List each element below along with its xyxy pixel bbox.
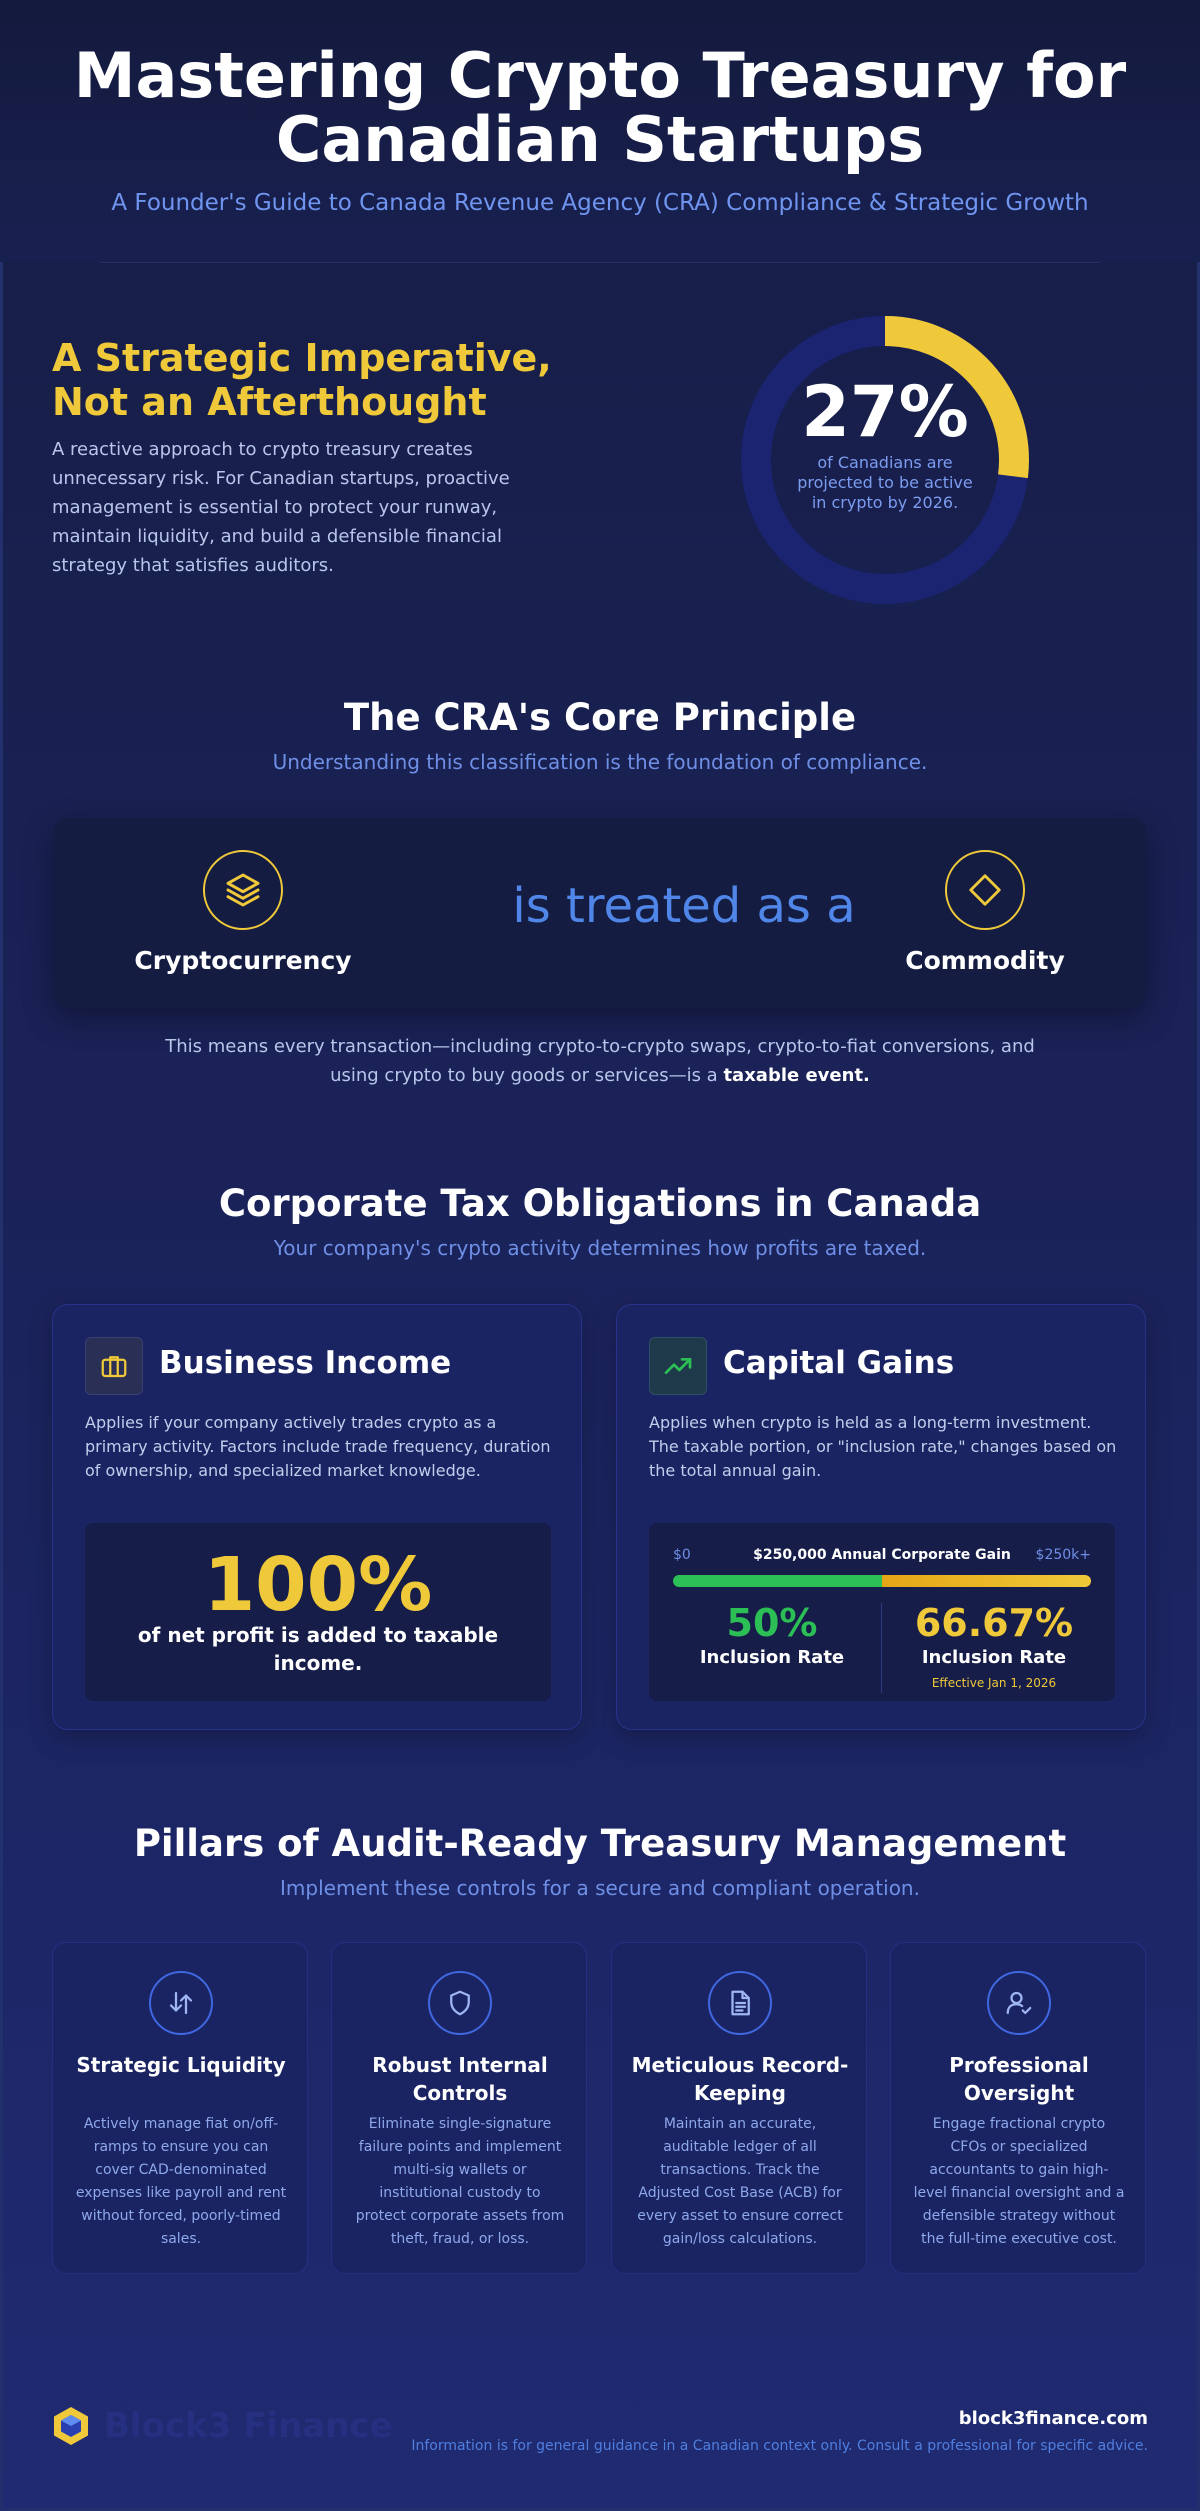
footer-brand: Block3 Finance bbox=[104, 2406, 393, 2446]
arrows-icon bbox=[149, 1971, 213, 2035]
pillar-record-keeping bbox=[611, 1942, 867, 2274]
bar-max-label: $250k+ bbox=[1035, 1547, 1091, 1563]
document-icon bbox=[708, 1971, 772, 2035]
bar-threshold-label: $250,000 Annual Corporate Gain bbox=[753, 1547, 1011, 1563]
intro-title: A Strategic Imperative, Not an Afterthought bbox=[52, 336, 552, 424]
taxable-event-emphasis: taxable event. bbox=[723, 1065, 870, 1086]
rate-above-threshold bbox=[889, 1601, 1099, 1690]
rate-50-value: 50% bbox=[726, 1601, 818, 1645]
tax-subtitle: Your company's crypto activity determines how profits are taxed. bbox=[273, 1236, 927, 1260]
business-income-title: Business Income bbox=[159, 1345, 452, 1381]
bar-min-label: $0 bbox=[673, 1547, 691, 1563]
stat-label: of Canadians are projected to be active in crypto by 2026. bbox=[797, 453, 973, 512]
pillars-subtitle: Implement these controls for a secure and compliant operation. bbox=[280, 1876, 920, 1900]
intro-body: A reactive approach to crypto treasury creates unnecessary risk. For Canadian startups, proactive management is essential to protect your runway, maintain liquidity, and build a defensible financial strategy that satisfies auditors. bbox=[52, 439, 510, 576]
pillar-professional-oversight bbox=[890, 1942, 1146, 2274]
capital-gains-card bbox=[616, 1304, 1146, 1730]
trending-up-icon bbox=[649, 1337, 707, 1395]
rate-divider bbox=[881, 1603, 882, 1693]
tax-title: Corporate Tax Obligations in Canada bbox=[218, 1182, 982, 1225]
pillar-title: Meticulous Record-Keeping bbox=[631, 2053, 849, 2105]
pillar-desc: Engage fractional crypto CFOs or specialized accountants to gain high-level financial oversight and a defensible strategy without the full-time executive cost. bbox=[913, 2116, 1125, 2247]
layers-icon bbox=[203, 850, 283, 930]
pillars-title: Pillars of Audit-Ready Treasury Management bbox=[133, 1822, 1067, 1865]
business-income-pct-label: of net profit is added to taxable income. bbox=[137, 1623, 499, 1675]
stat-value: 27% bbox=[801, 371, 969, 453]
page-subtitle: A Founder's Guide to Canada Revenue Agency (CRA) Compliance & Strategic Growth bbox=[111, 190, 1089, 216]
user-check-icon bbox=[987, 1971, 1051, 2035]
cra-connector-text: is treated as a bbox=[512, 878, 856, 934]
pillar-title: Strategic Liquidity bbox=[76, 2053, 286, 2077]
business-income-pct: 100% bbox=[203, 1542, 433, 1628]
rate-50-label: Inclusion Rate bbox=[699, 1647, 845, 1668]
term-cryptocurrency: Cryptocurrency bbox=[134, 946, 352, 975]
business-income-desc: Applies if your company actively trades crypto as a primary activity. Factors include trade frequency, duration of ownership, and specialized market knowledge. bbox=[85, 1413, 551, 1480]
donut-center bbox=[790, 371, 980, 513]
rate-6667-value: 66.67% bbox=[914, 1601, 1074, 1645]
rate-effective-date: Effective Jan 1, 2026 bbox=[931, 1676, 1057, 1690]
page-title: Mastering Crypto Treasury for Canadian Startups bbox=[73, 39, 1127, 176]
business-income-stat bbox=[85, 1523, 551, 1701]
shield-icon bbox=[428, 1971, 492, 2035]
business-income-card bbox=[52, 1304, 582, 1730]
inclusion-rate-bar bbox=[673, 1575, 1091, 1587]
rate-6667-label: Inclusion Rate bbox=[921, 1647, 1067, 1668]
inclusion-rate-panel bbox=[649, 1523, 1115, 1701]
hexagon-logo-icon bbox=[52, 2405, 90, 2447]
footer-website[interactable]: block3finance.com bbox=[958, 2408, 1148, 2429]
header-divider bbox=[100, 262, 1100, 263]
pillar-title: Professional Oversight bbox=[949, 2053, 1089, 2105]
term-commodity: Commodity bbox=[905, 946, 1065, 975]
cra-principle-box bbox=[54, 818, 1146, 1008]
header bbox=[0, 0, 1200, 262]
capital-gains-desc: Applies when crypto is held as a long-term investment. The taxable portion, or "inclusion rate," changes based on the total annual gain. bbox=[649, 1413, 1117, 1480]
pillar-title: Robust Internal Controls bbox=[372, 2053, 548, 2105]
cra-note: This means every transaction—including crypto-to-crypto swaps, crypto-to-fiat conversions, and using crypto to buy goods or services—is a taxable event. bbox=[165, 1036, 1035, 1086]
briefcase-icon bbox=[85, 1337, 143, 1395]
cra-subtitle: Understanding this classification is the foundation of compliance. bbox=[272, 750, 928, 774]
rate-below-threshold bbox=[667, 1601, 877, 1668]
diamond-icon bbox=[945, 850, 1025, 930]
pillar-strategic-liquidity bbox=[52, 1942, 308, 2274]
pillar-desc: Eliminate single-signature failure points and implement multi-sig wallets or institutional custody to protect corporate assets from theft, fraud, or loss. bbox=[355, 2116, 565, 2247]
footer-disclaimer: Information is for general guidance in a Canadian context only. Consult a professional for specific advice. bbox=[411, 2438, 1148, 2454]
footer-logo bbox=[52, 2405, 393, 2447]
capital-gains-title: Capital Gains bbox=[723, 1345, 955, 1381]
cra-title: The CRA's Core Principle bbox=[343, 696, 857, 739]
pillar-desc: Actively manage fiat on/off-ramps to ensure you can cover CAD-denominated expenses like payroll and rent without forced, poorly-timed sales. bbox=[75, 2116, 287, 2247]
pillar-internal-controls bbox=[331, 1942, 587, 2274]
pillar-desc: Maintain an accurate, auditable ledger of all transactions. Track the Adjusted Cost Base (ACB) for every asset to ensure correct gain/loss calculations. bbox=[637, 2116, 843, 2247]
